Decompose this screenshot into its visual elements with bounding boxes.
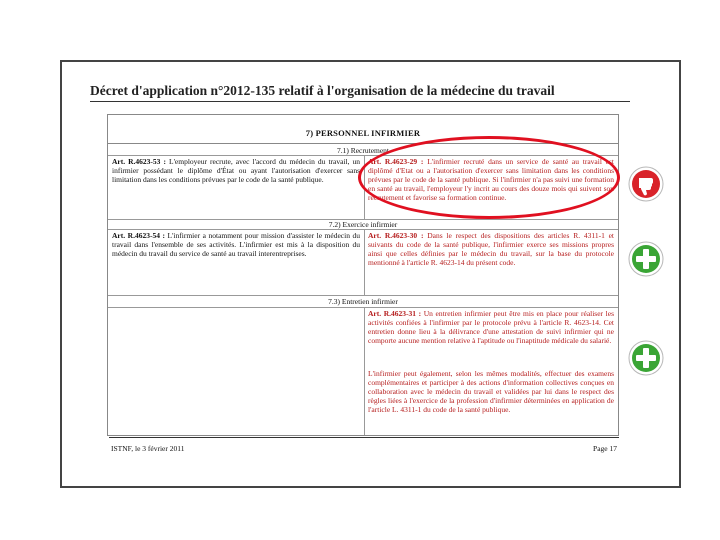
- article-ref: Art. R.4623-54 :: [112, 231, 165, 240]
- article-ref: Art. R.4623-29 :: [368, 157, 424, 166]
- right-cell-exercice: [368, 231, 614, 293]
- article-text: L'employeur recrute, avec l'accord du médecin du travail, un infirmier possédant le diplôme d'État ou ayant l'autorisation d'exercer sans limitation dans les conditions prévues par le code de la santé publique.: [112, 157, 360, 184]
- article-ref: Art. R.4623-30 :: [368, 231, 424, 240]
- left-cell-recrutement: [112, 157, 360, 205]
- subheading-entretien: 7.3) Entretien infirmier: [108, 297, 618, 306]
- column-divider: [364, 229, 365, 295]
- footer-date: ISTNF, le 3 février 2011: [111, 444, 185, 453]
- article-ref: Art. R.4623-53 :: [112, 157, 166, 166]
- divider: [108, 295, 618, 296]
- left-cell-exercice: [112, 231, 360, 279]
- document-title: Décret d'application n°2012-135 relatif à l'organisation de la médecine du travail: [90, 83, 630, 102]
- divider: [108, 307, 618, 308]
- column-divider: [364, 307, 365, 435]
- page-footer: [109, 437, 619, 456]
- section-title: 7) PERSONNEL INFIRMIER: [305, 128, 421, 138]
- article-ref: Art. R.4623-31 :: [368, 309, 422, 318]
- article-text: Dans le respect des dispositions des articles R. 4311-1 et suivants du code de la santé publique, l'infirmier exerce ses missions propres ainsi que celles définies par le médecin du travail, sur la base du protocole mentionné à l'article R. 4623-14 du présent code.: [368, 231, 614, 267]
- subheading-exercice: 7.2) Exercice infirmier: [108, 220, 618, 229]
- footer-page-number: Page 17: [593, 444, 617, 453]
- highlight-oval: [358, 136, 620, 219]
- article-text: L'infirmier a notamment pour mission d'assister le médecin du travail dans l'ensemble de ses activités. L'infirmier est mis à la disposition du médecin du travail du service de santé au travail interentreprises.: [112, 231, 360, 258]
- plus-icon[interactable]: [628, 241, 664, 277]
- thumbs-down-icon[interactable]: [628, 166, 664, 202]
- article-text: Un entretien infirmier peut être mis en place pour réaliser les activités confiées à l'infirmier par le protocole prévu à l'article R. 4623-14. Cet entretien donne lieu à la délivrance d'une attestation de suivi infirmier qui ne comporte aucune mention relative à l'aptitude ou l'inaptitude médicale du salarié.: [368, 309, 614, 345]
- subheading-recrutement: 7.1) Recrutement: [108, 146, 618, 155]
- right-cell-entretien-cont: L'infirmier peut également, selon les mêmes modalités, effectuer des examens complémentaires et participer à des actions d'information collectives conçues en collaboration avec le médecin du travail et validées par lui dans le respect des règles liées à l'exercice de la profession d'infirmier déterminées en application de l'article L. 4311-1 du code de la santé publique.: [368, 369, 614, 414]
- right-cell-entretien: [368, 309, 614, 365]
- plus-icon[interactable]: [628, 340, 664, 376]
- divider: [108, 229, 618, 230]
- article-text: L'infirmier recruté dans un service de santé au travail est diplômé d'Etat ou a l'autorisation d'exercer sans limitation dans les conditions prévues par le code de la santé publique. Si l'infirmier n'a pas suivi une formation en santé au travail, l'employeur l'y incrit au cours des douze mois qui suivent son recrutement et favorise sa formation continue.: [368, 157, 614, 202]
